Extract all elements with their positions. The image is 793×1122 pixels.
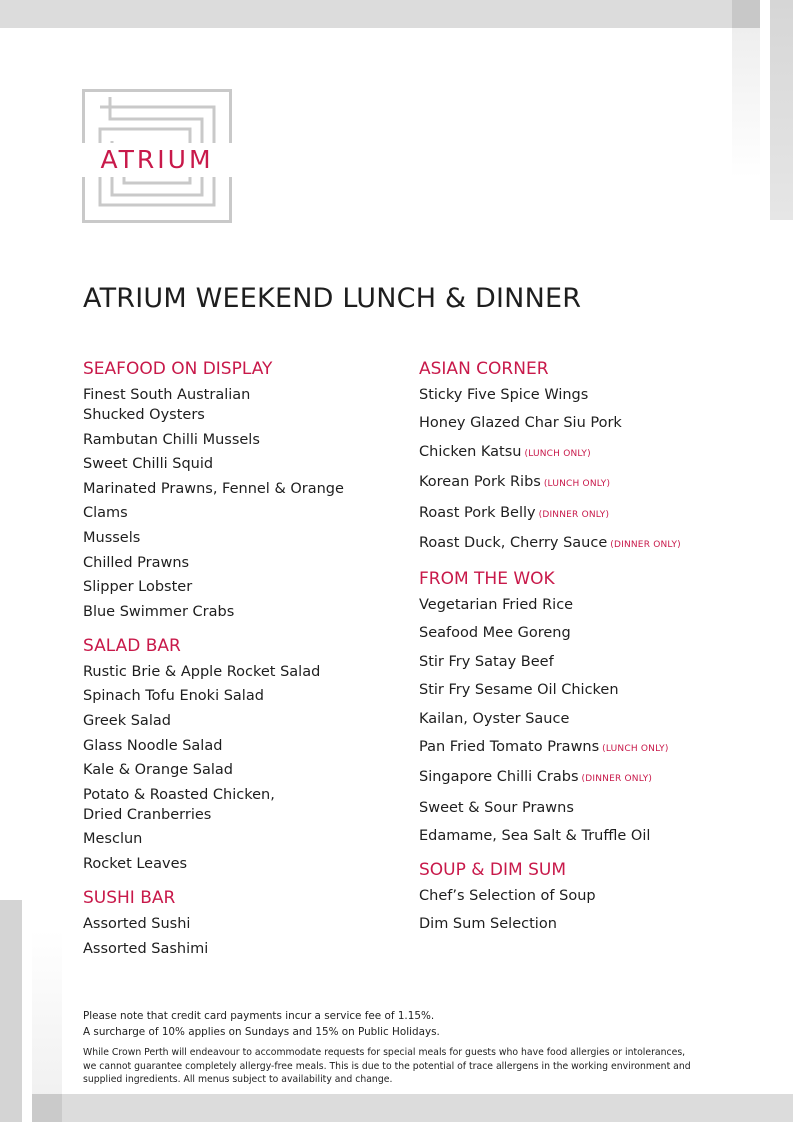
menu-item: Seafood Mee Goreng (419, 625, 571, 642)
section-wok (419, 567, 749, 846)
section-heading: FROM THE WOK (419, 568, 555, 589)
menu-item: Honey Glazed Char Siu Pork (419, 415, 622, 432)
menu-item: Chef’s Selection of Soup (419, 888, 596, 905)
menu-item: Rocket Leaves (83, 855, 188, 872)
section-heading: SUSHI BAR (83, 887, 176, 908)
menu-item: Greek Salad (83, 712, 171, 729)
menu-item: Roast Pork Belly (DINNER ONLY) (419, 504, 610, 521)
menu-item: Glass Noodle Salad (83, 737, 223, 754)
availability-tag: (DINNER ONLY) (581, 774, 653, 785)
menu-item: Rambutan Chilli Mussels (83, 431, 260, 448)
menu-item: Vegetarian Fried Rice (419, 596, 574, 613)
menu-item: Potato & Roasted Chicken, Dried Cranberries (83, 786, 275, 823)
menu-item: Singapore Chilli Crabs (DINNER ONLY) (419, 769, 653, 786)
menu-item: Korean Pork Ribs (LUNCH ONLY) (419, 474, 611, 491)
menu-item: Edamame, Sea Salt & Truffle Oil (419, 828, 651, 845)
section-seafood (83, 357, 413, 622)
section-soup (419, 858, 749, 934)
menu-item: Kailan, Oyster Sauce (419, 710, 570, 727)
menu-item: Assorted Sushi (83, 915, 191, 932)
bottom-decor-bar-accent (32, 1094, 62, 1122)
section-salad (83, 634, 413, 874)
menu-item: Blue Swimmer Crabs (83, 603, 235, 620)
logo-wordmark: ATRIUM (82, 143, 232, 177)
availability-tag: (LUNCH ONLY) (602, 743, 669, 754)
menu-item: Pan Fried Tomato Prawns (LUNCH ONLY) (419, 738, 669, 755)
availability-tag: (LUNCH ONLY) (543, 479, 611, 490)
availability-tag: (DINNER ONLY) (610, 539, 681, 550)
menu-item: Mesclun (83, 831, 143, 848)
menu-item: Chicken Katsu (LUNCH ONLY) (419, 443, 591, 460)
menu-item: Mussels (83, 529, 141, 546)
footer-notes (83, 1008, 723, 1087)
menu-item: Sweet Chilli Squid (83, 456, 214, 473)
right-decor-fade (732, 28, 760, 178)
menu-column-right (419, 357, 749, 946)
bottom-decor-bar (32, 1094, 793, 1122)
availability-tag: (DINNER ONLY) (538, 509, 610, 520)
menu-item: Stir Fry Sesame Oil Chicken (419, 682, 619, 699)
availability-tag: (LUNCH ONLY) (524, 448, 591, 459)
section-heading: SALAD BAR (83, 635, 181, 656)
menu-item: Dim Sum Selection (419, 916, 557, 933)
section-heading: SOUP & DIM SUM (419, 860, 567, 881)
menu-item: Stir Fry Satay Beef (419, 653, 554, 670)
top-decor-bar-accent (732, 0, 760, 28)
section-heading: ASIAN CORNER (419, 359, 549, 379)
surcharge-note: A surcharge of 10% applies on Sundays and 15% on Public Holidays. (83, 1026, 440, 1038)
menu-item: Roast Duck, Cherry Sauce (DINNER ONLY) (419, 534, 681, 551)
menu-item: Marinated Prawns, Fennel & Orange (83, 480, 344, 497)
menu-item: Spinach Tofu Enoki Salad (83, 688, 264, 705)
page-title: ATRIUM WEEKEND LUNCH & DINNER (83, 283, 582, 314)
menu-item: Sticky Five Spice Wings (419, 387, 589, 403)
menu-item: Chilled Prawns (83, 554, 190, 571)
section-sushi (83, 886, 413, 959)
menu-item: Slipper Lobster (83, 579, 193, 596)
left-decor-bar (0, 900, 22, 1122)
top-decor-bar (0, 0, 760, 28)
left-decor-fade (32, 930, 62, 1100)
atrium-logo (82, 89, 232, 223)
menu-item: Finest South Australian Shucked Oysters (83, 387, 251, 423)
menu-item: Clams (83, 505, 128, 522)
menu-item: Kale & Orange Salad (83, 762, 234, 779)
menu-item: Rustic Brie & Apple Rocket Salad (83, 663, 321, 680)
menu-item: Sweet & Sour Prawns (419, 799, 574, 816)
menu-column-left (83, 357, 413, 971)
menu-item: Assorted Sashimi (83, 940, 209, 957)
allergy-disclaimer: While Crown Perth will endeavour to accommodate requests for special meals for guests who have food allergies or intolerances, we cannot guarantee completely allergy-free meals. This is due to the potential of trace allergens in the working environment and supplied ingredients. All menus subject to availability and change. (83, 1047, 691, 1085)
section-heading: SEAFOOD ON DISPLAY (83, 359, 273, 379)
service-fee-note: Please note that credit card payments incur a service fee of 1.15%. (83, 1010, 435, 1022)
right-decor-bar (770, 0, 793, 220)
section-asian (419, 357, 749, 555)
